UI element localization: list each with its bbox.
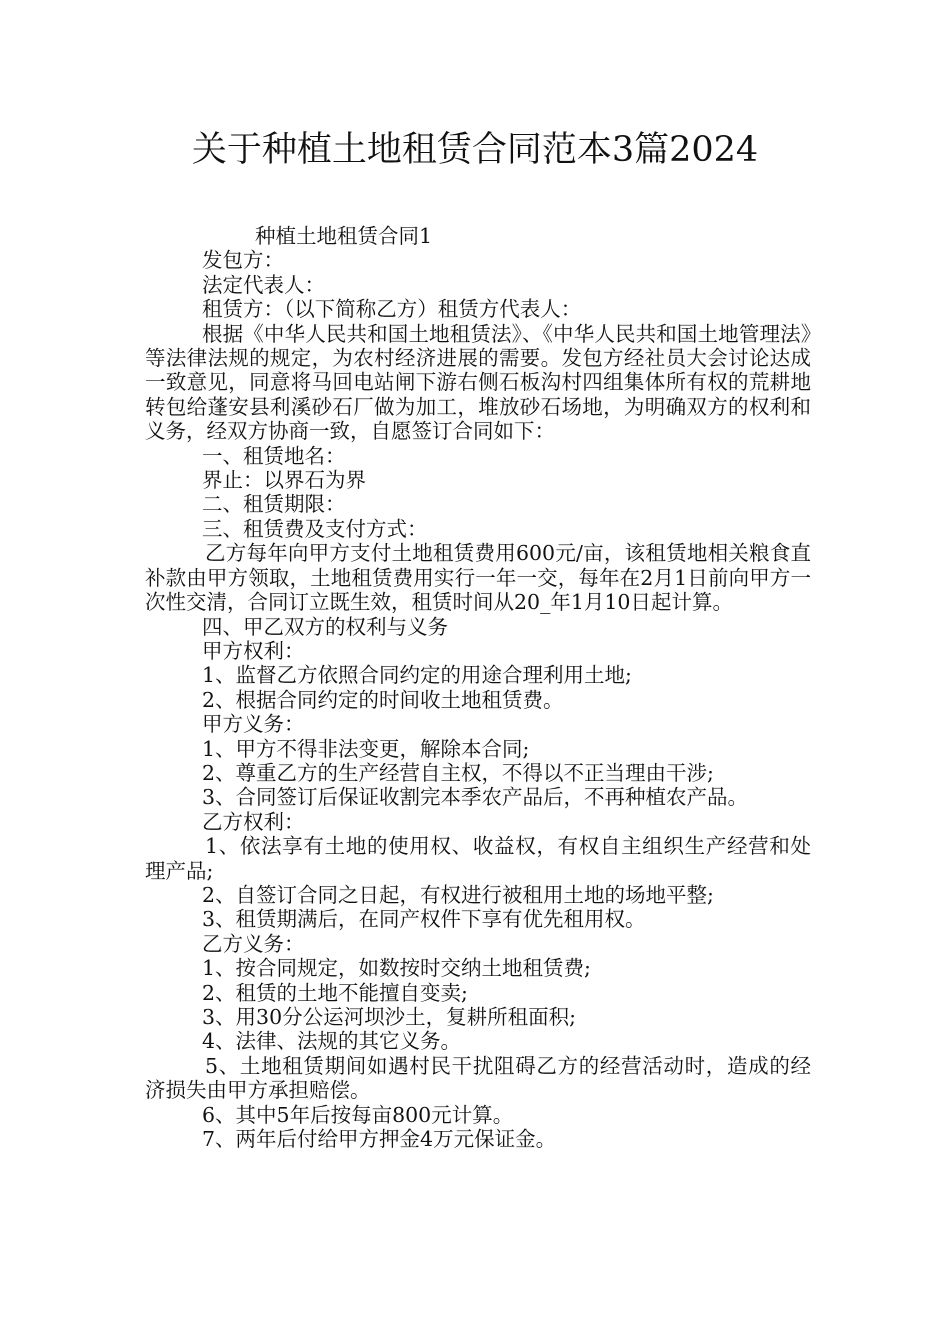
subsection-heading: 乙方义务： (202, 931, 305, 956)
paragraph: 发包方： (202, 248, 284, 273)
list-item: 1、依法享有土地的使用权、收益权，有权自主组织生产经营和处理产品; (145, 834, 811, 883)
list-item: 3、用30分公运河坝沙土，复耕所租面积; (202, 1005, 577, 1029)
section-heading: 四、甲乙双方的权利与义务 (202, 614, 448, 639)
list-item: 2、租赁的土地不能擅自变卖; (202, 980, 468, 1005)
paragraph: 根据《中华人民共和国土地租赁法》、《中华人民共和国土地管理法》等法律法规的规定，为农村经济进展的需要。发包方经社员大会讨论达成一致意见，同意将马回电站闸下游右侧石板沟村四组集体所有权的荒耕地转包给蓬安县利溪砂石厂做为加工，堆放砂石场地，为明确双方的权利和义务，经双方协商一致，自愿签订合同如下： (145, 321, 811, 444)
list-item: 7、两年后付给甲方押金4万元保证金。 (202, 1127, 557, 1152)
subsection-heading: 乙方权利： (202, 809, 305, 834)
list-item: 2、自签订合同之日起，有权进行被租用土地的场地平整; (202, 882, 714, 907)
list-item: 1、监督乙方依照合同约定的用途合理利用土地; (202, 663, 632, 688)
list-item: 2、尊重乙方的生产经营自主权，不得以不正当理由干涉; (202, 760, 714, 785)
paragraph: 租赁方：（以下简称乙方）租赁方代表人： (202, 297, 582, 322)
subsection-heading: 甲方权利： (202, 638, 305, 663)
list-item: 4、法律、法规的其它义务。 (202, 1029, 462, 1054)
list-item: 3、租赁期满后，在同产权件下享有优先租用权。 (202, 907, 646, 932)
section-heading: 二、租赁期限： (202, 492, 346, 517)
list-item: 2、根据合同约定的时间收土地租赁费。 (202, 687, 564, 712)
list-item: 1、按合同规定，如数按时交纳土地租赁费; (202, 956, 591, 981)
paragraph: 法定代表人： (202, 272, 325, 297)
list-item: 5、土地租赁期间如遇村民干扰阻碍乙方的经营活动时，造成的经济损失由甲方承担赔偿。 (145, 1053, 811, 1103)
list-item: 6、其中5年后按每亩800元计算。 (202, 1102, 514, 1127)
contract-subtitle: 种植土地租赁合同1 (255, 224, 433, 248)
document-title: 关于种植土地租赁合同范本3篇2024 (191, 130, 759, 170)
paragraph: 乙方每年向甲方支付土地租赁费用600元/亩，该租赁地相关粮食直补款由甲方领取，土地租赁费用实行一年一交，每年在2月1日前向甲方一次性交清，合同订立既生效，租赁时间从20_年1月10日起计算。 (145, 541, 811, 615)
section-heading: 一、租赁地名： (202, 443, 346, 468)
list-item: 1、甲方不得非法变更，解除本合同; (202, 736, 530, 761)
paragraph: 界止：以界石为界 (202, 468, 366, 493)
list-item: 3、合同签订后保证收割完本季农产品后，不再种植农产品。 (202, 785, 749, 810)
document-body (145, 224, 811, 1151)
subsection-heading: 甲方义务： (202, 712, 305, 737)
section-heading: 三、租赁费及支付方式： (202, 516, 428, 541)
